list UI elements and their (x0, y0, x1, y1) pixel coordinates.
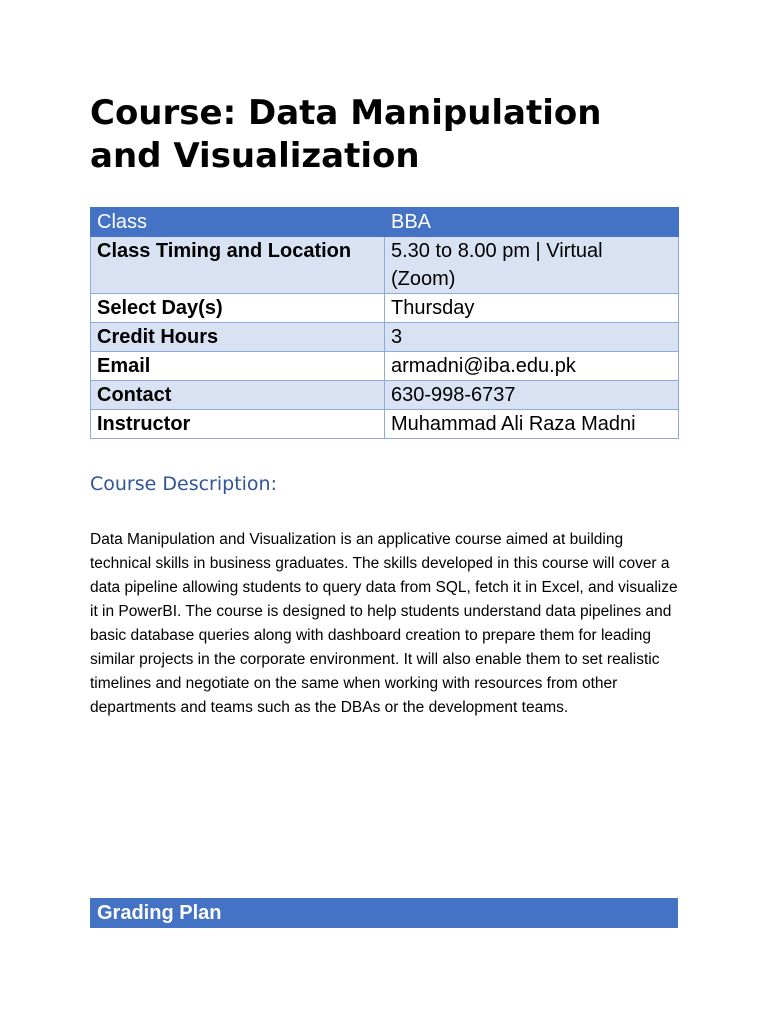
row-label: Contact (91, 381, 385, 410)
row-value: 630-998-6737 (385, 381, 679, 410)
row-value: 3 (385, 323, 679, 352)
grading-plan-heading: Grading Plan (90, 898, 678, 928)
row-value[interactable]: armadni@iba.edu.pk (385, 352, 679, 381)
table-row (91, 410, 679, 439)
course-description-heading: Course Description: (90, 473, 277, 495)
table-row (91, 352, 679, 381)
row-value: 5.30 to 8.00 pm | Virtual (Zoom) (385, 237, 679, 294)
table-header-value: BBA (385, 208, 679, 237)
table-row (91, 381, 679, 410)
table-header-row (91, 208, 679, 237)
row-label: Class Timing and Location (91, 237, 385, 294)
course-info-table (90, 207, 679, 439)
page-title: Course: Data Manipulation and Visualization (90, 93, 602, 176)
course-description-body: Data Manipulation and Visualization is an applicative course aimed at building technical skills in business graduates. The skills developed in this course will cover a data pipeline allowing students to query data from SQL, fetch it in Excel, and visualize it in PowerBI. The course is designed to help students understand data pipelines and basic database queries along with dashboard creation to prepare them for leading similar projects in the corporate environment. It will also enable them to set realistic timelines and negotiate on the same when working with resources from other departments and teams such as the DBAs or the development teams. (90, 531, 678, 716)
table-row (91, 237, 679, 294)
table-row (91, 323, 679, 352)
row-label: Instructor (91, 410, 385, 439)
table-header-label: Class (91, 208, 385, 237)
row-value: Thursday (385, 294, 679, 323)
row-label: Email (91, 352, 385, 381)
row-value: Muhammad Ali Raza Madni (385, 410, 679, 439)
row-label: Credit Hours (91, 323, 385, 352)
table-row (91, 294, 679, 323)
row-label: Select Day(s) (91, 294, 385, 323)
